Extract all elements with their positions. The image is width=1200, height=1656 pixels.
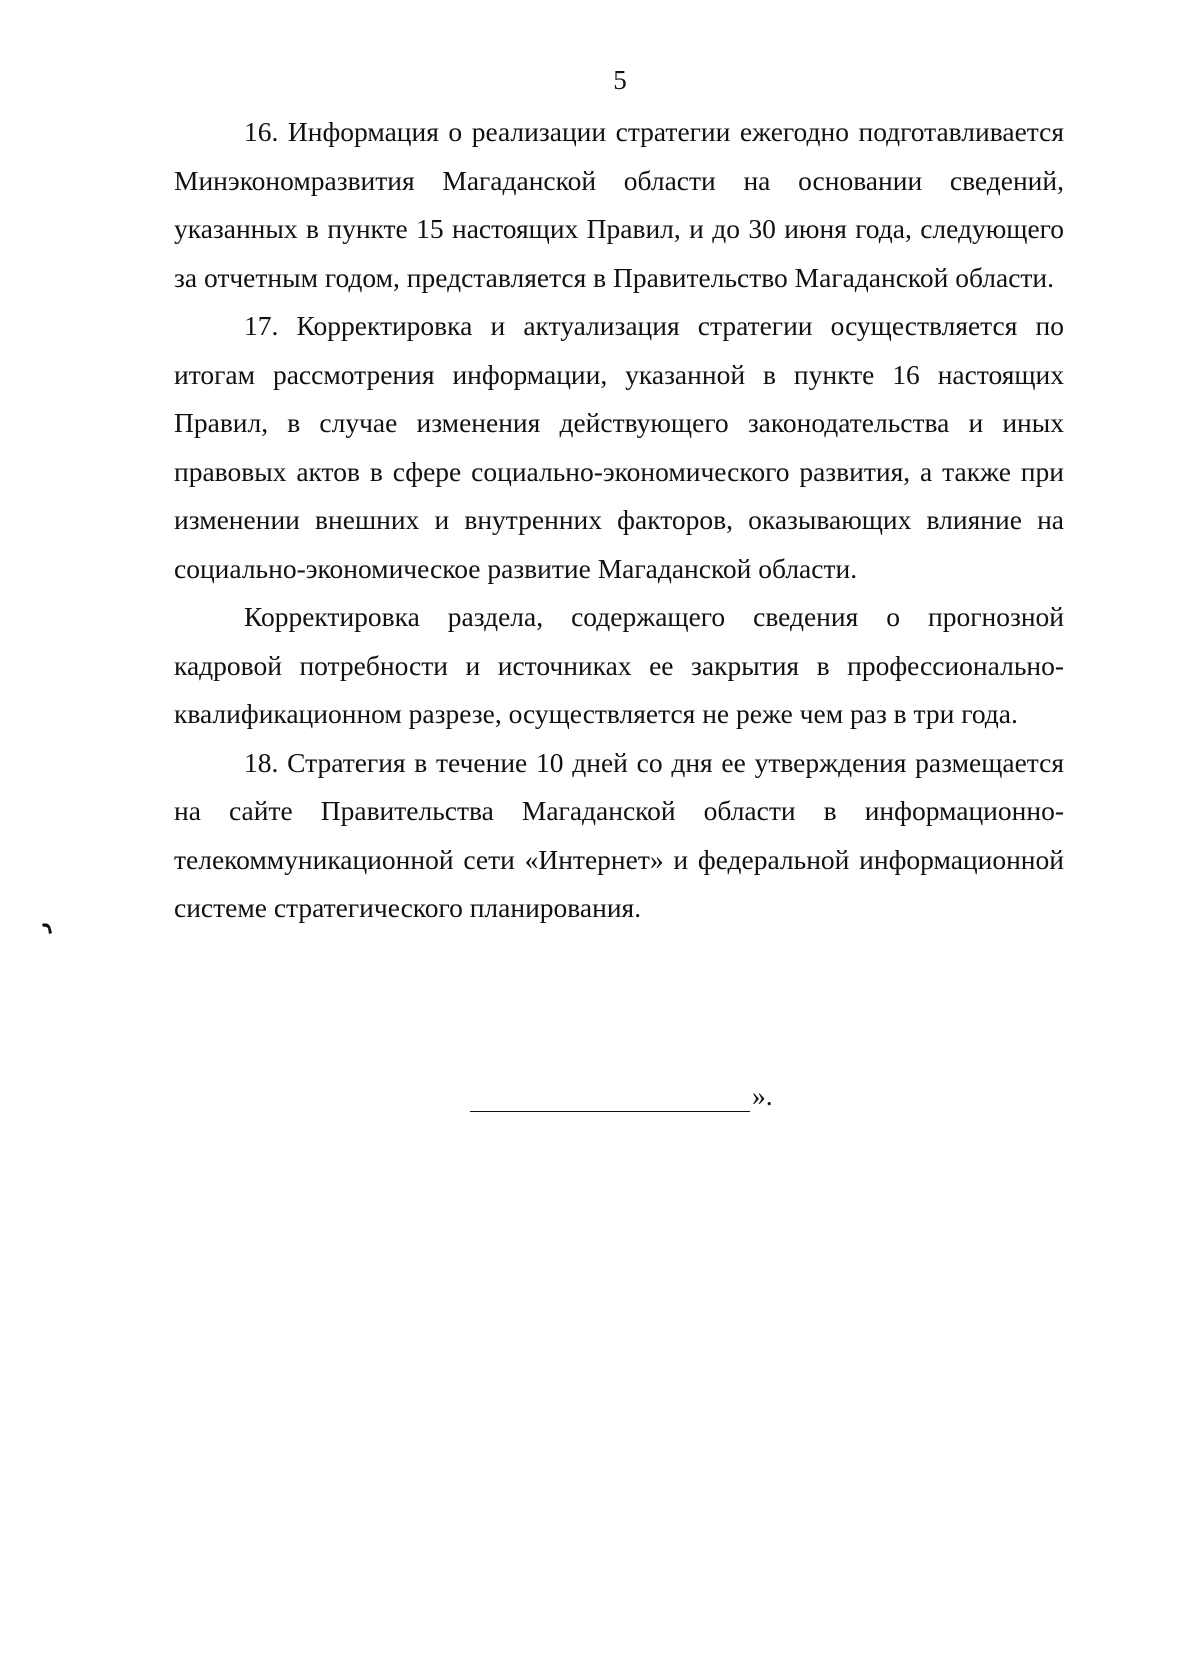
scan-artifact-mark (40, 922, 54, 936)
paragraph-17-continuation: Корректировка раздела, содержащего сведения о прогнозной кадровой потребности и источниках ее закрытия в профессионально-квалификационном разрезе, осуществляется не реже чем раз в три года. (174, 601, 1064, 729)
paragraph-17: 17. Корректировка и актуализация стратегии осуществляется по итогам рассмотрения информации, указанной в пункте 16 настоящих Правил, в случае изменения действующего законодательства и иных правовых актов в сфере социально-экономического развития, а также при изменении внешних и внутренних факторов, оказывающих влияние на социально-экономическое развитие Магаданской области. (174, 310, 1064, 584)
document-body (174, 108, 1064, 933)
closing-underline (470, 1089, 750, 1112)
paragraph-18: 18. Стратегия в течение 10 дней со дня ее утверждения размещается на сайте Правительства Магаданской области в информационно-телекоммуникационной сети «Интернет» и федеральной информационной системе стратегического планирования. (174, 746, 1064, 923)
closing-line (470, 1080, 773, 1112)
closing-quote-mark: ». (752, 1080, 773, 1111)
page-number: 5 (613, 65, 627, 95)
paragraph-16: 16. Информация о реализации стратегии ежегодно подготавливается Минэкономразвития Магаданской области на основании сведений, указанных в пункте 15 настоящих Правил, и до 30 июня года, следующего за отчетным годом, представляется в Правительство Магаданской области. (174, 116, 1064, 293)
